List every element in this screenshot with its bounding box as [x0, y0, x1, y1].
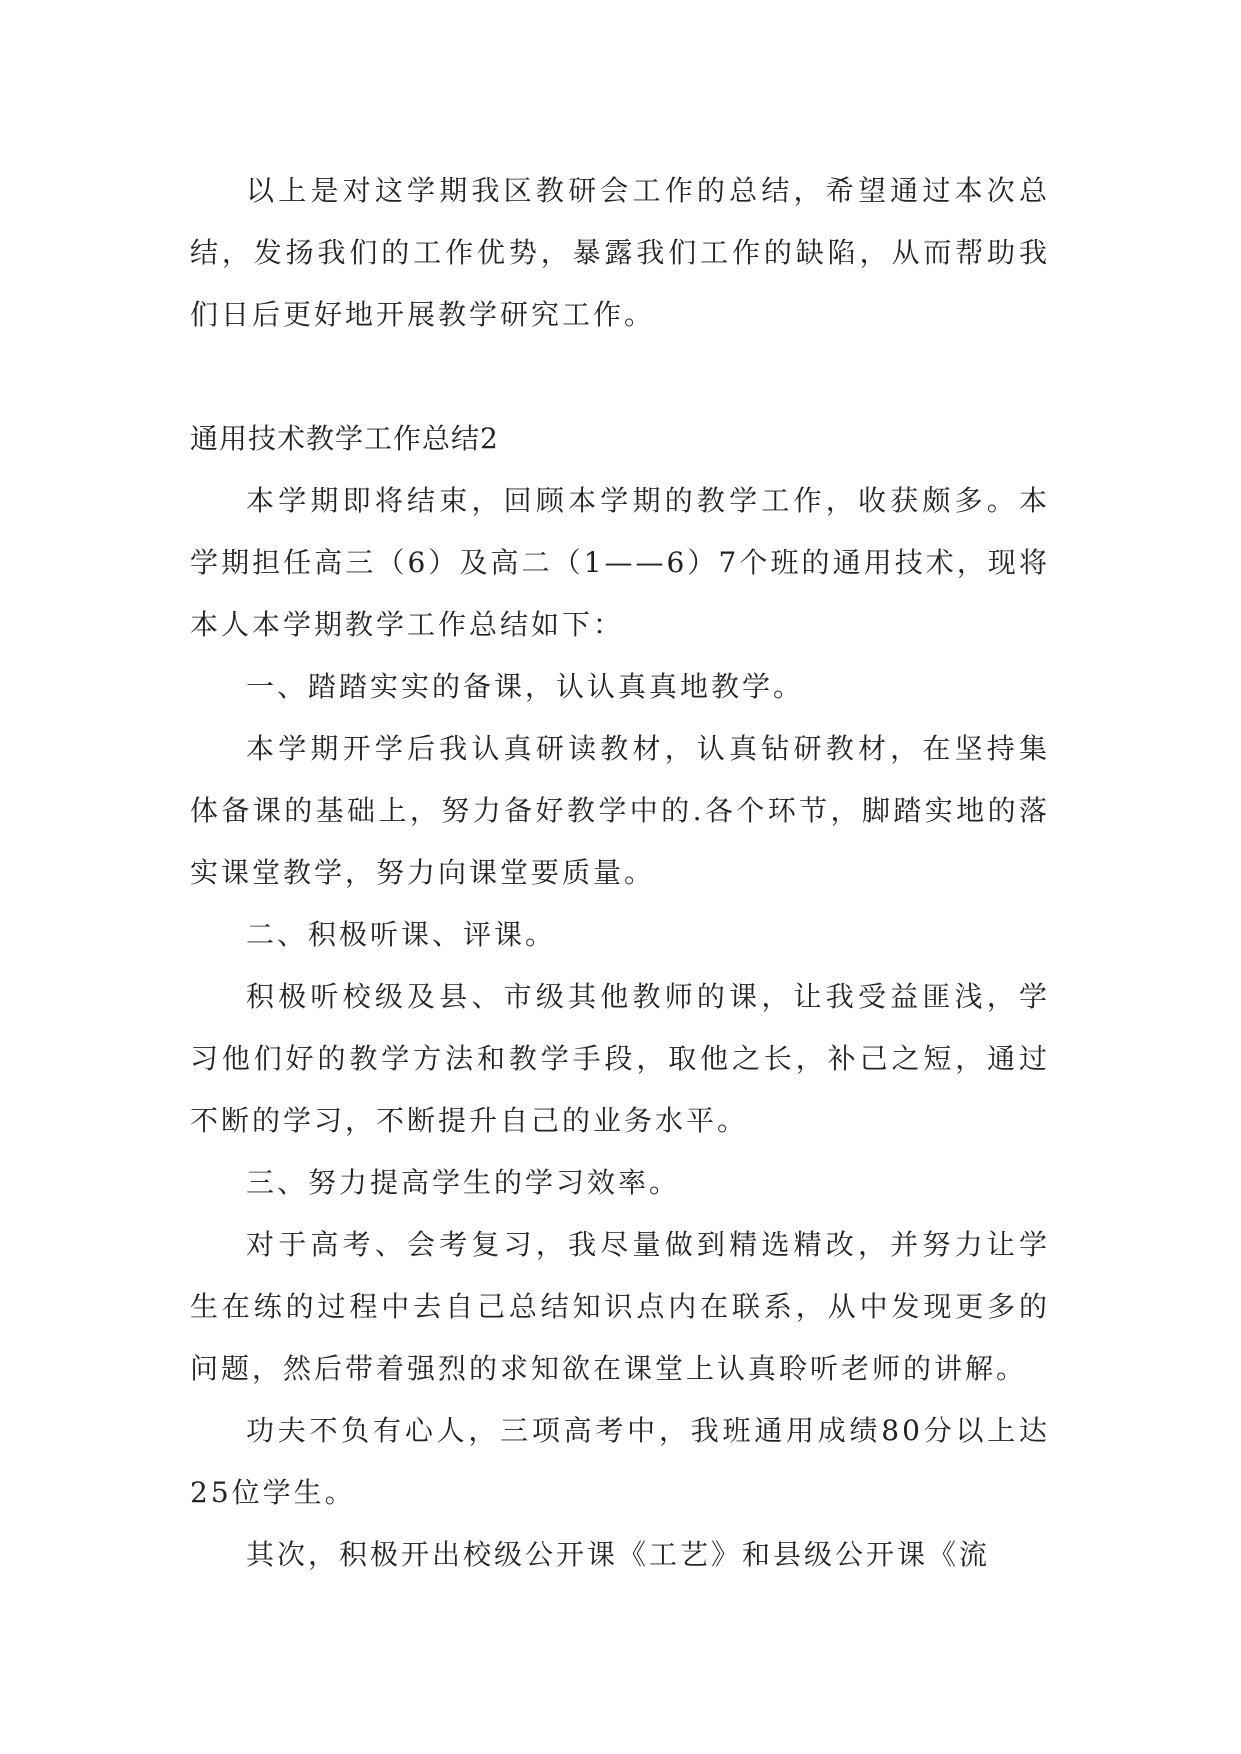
paragraph-heading-2: 二、积极听课、评课。: [246, 918, 557, 951]
section-spacer: [190, 346, 1050, 408]
paragraph-lesson-prep: 本学期开学后我认真研读教材，认真钻研教材，在坚持集体备课的基础上，努力备好教学中的.各个环节，脚踏实地的落实课堂教学，努力向课堂要质量。: [190, 732, 1050, 889]
paragraph-heading-3: 三、努力提高学生的学习效率。: [246, 1166, 681, 1199]
paragraph-observation: 积极听校级及县、市级其他教师的课，让我受益匪浅，学习他们好的教学方法和教学手段，取他之长，补己之短，通过不断的学习，不断提升自己的业务水平。: [190, 980, 1050, 1137]
paragraph-heading-1: 一、踏踏实实的备课，认认真真地教学。: [246, 670, 805, 703]
paragraph-results: 功夫不负有心人，三项高考中，我班通用成绩80分以上达25位学生。: [190, 1414, 1050, 1509]
intro-paragraph: 以上是对这学期我区教研会工作的总结，希望通过本次总结，发扬我们的工作优势，暴露我们工作的缺陷，从而帮助我们日后更好地开展教学研究工作。: [190, 174, 1050, 331]
document-body: [190, 160, 1050, 1586]
section-title: 通用技术教学工作总结2: [190, 422, 499, 455]
paragraph-overview: 本学期即将结束，回顾本学期的教学工作，收获颇多。本学期担任高三（6）及高二（1——6）7个班的通用技术，现将本人本学期教学工作总结如下：: [190, 484, 1050, 641]
paragraph-review: 对于高考、会考复习，我尽量做到精选精改，并努力让学生在练的过程中去自己总结知识点内在联系，从中发现更多的问题，然后带着强烈的求知欲在课堂上认真聆听老师的讲解。: [190, 1228, 1050, 1385]
paragraph-open-class: 其次，积极开出校级公开课《工艺》和县级公开课《流: [246, 1538, 991, 1571]
